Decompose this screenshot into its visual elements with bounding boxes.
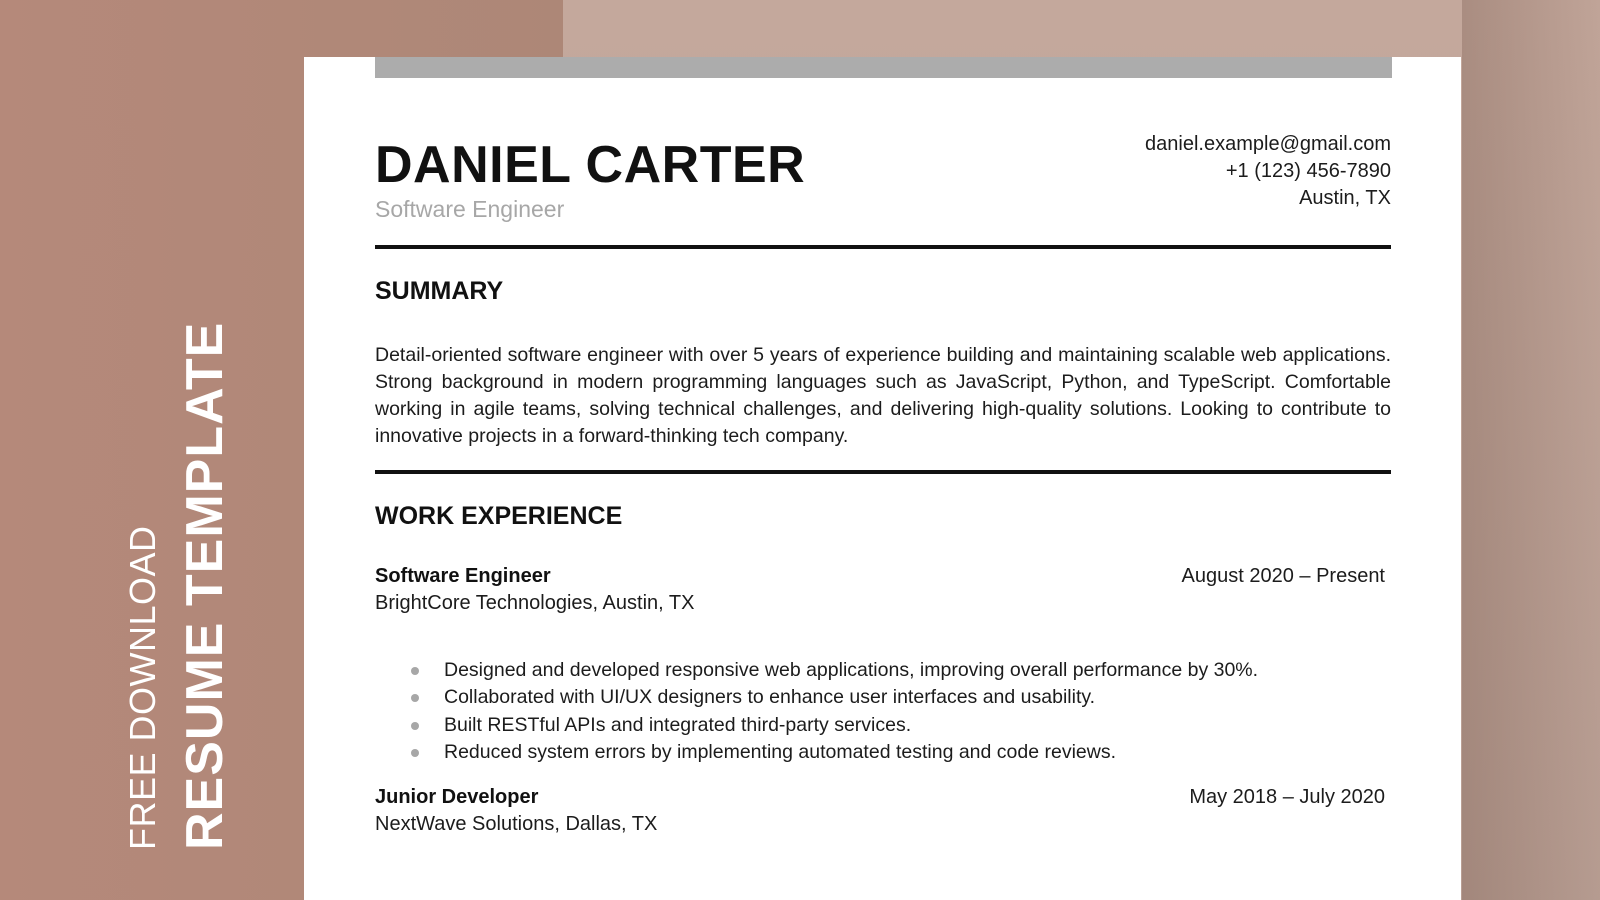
job-company: NextWave Solutions, Dallas, TX <box>375 813 658 835</box>
candidate-role: Software Engineer <box>375 196 565 222</box>
section-title-summary: SUMMARY <box>375 277 504 305</box>
bullet-dot-icon <box>411 667 419 675</box>
list-item <box>375 712 1391 739</box>
page-shadow <box>1462 0 1600 900</box>
resume-page <box>304 57 1461 900</box>
bullet-text: Designed and developed responsive web applications, improving overall performance by 30%. <box>444 659 1259 681</box>
job-title: Junior Developer <box>375 786 539 808</box>
job-dates: August 2020 – Present <box>1181 565 1385 587</box>
promo-line-resume-template: RESUME TEMPLATE <box>176 321 234 850</box>
bullet-dot-icon <box>411 722 419 730</box>
candidate-name: DANIEL CARTER <box>375 136 806 194</box>
summary-text: Detail-oriented software engineer with over 5 years of experience building and maintaining scalable web applications. Strong background in modern programming languages such as JavaScript, Python, and TypeScript. Comfortable working in agile teams, solving technical challenges, and delivering high-quality solutions. Looking to contribute to innovative projects in a forward-thinking tech company. <box>375 344 1391 447</box>
promo-banner <box>122 321 235 850</box>
contact-email: daniel.example@gmail.com <box>1145 133 1391 155</box>
promo-line-free-download: FREE DOWNLOAD <box>122 525 163 850</box>
list-item <box>375 657 1391 684</box>
contact-block <box>1145 131 1391 212</box>
section-title-work-experience: WORK EXPERIENCE <box>375 502 623 530</box>
bullet-text: Built RESTful APIs and integrated third-party services. <box>444 713 912 736</box>
job-title: Software Engineer <box>375 565 551 587</box>
job-company: BrightCore Technologies, Austin, TX <box>375 592 695 614</box>
divider-header <box>375 245 1391 249</box>
job-bullet-list <box>375 657 1391 766</box>
bullet-dot-icon <box>411 749 419 757</box>
bullet-text: Collaborated with UI/UX designers to enhance user interfaces and usability. <box>444 686 1096 709</box>
contact-phone: +1 (123) 456-7890 <box>1225 160 1391 182</box>
bullet-text: Reduced system errors by implementing automated testing and code reviews. <box>444 740 1116 763</box>
job-dates: May 2018 – July 2020 <box>1189 786 1385 808</box>
bullet-dot-icon <box>411 694 419 702</box>
header-accent-bar <box>375 57 1392 78</box>
divider-summary <box>375 470 1391 474</box>
list-item <box>375 739 1391 766</box>
list-item <box>375 684 1391 711</box>
contact-location: Austin, TX <box>1299 187 1391 209</box>
